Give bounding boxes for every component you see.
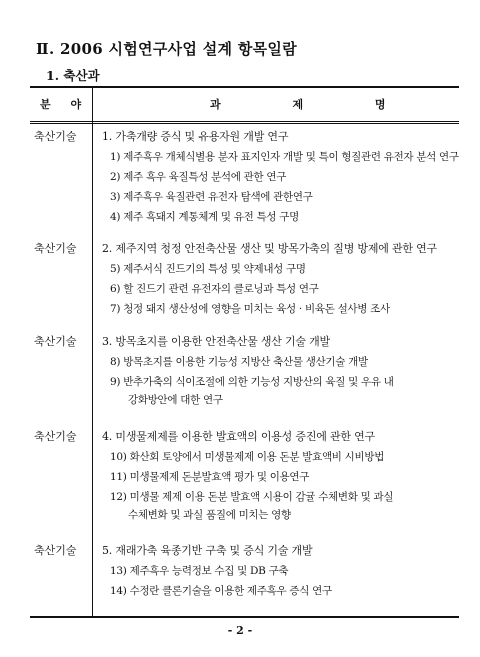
project-table <box>30 86 459 618</box>
group-category: 축산기술 <box>34 242 77 255</box>
list-item: 6) 할 진드기 관련 유전자의 클로닝과 특성 연구 <box>110 283 319 295</box>
list-item-continuation: 강화방안에 대한 연구 <box>128 394 223 406</box>
group-title: 3. 방목초지를 이용한 안전축산물 생산 기술 개발 <box>102 335 330 348</box>
section-subtitle: 1. 축산과 <box>46 68 100 83</box>
list-item: 11) 미생물제제 돈분발효액 평가 및 이용연구 <box>110 471 310 483</box>
group-category: 축산기술 <box>34 335 77 348</box>
group-title: 5. 재래가축 육종기반 구축 및 증식 기술 개발 <box>102 544 313 557</box>
list-item: 4) 제주 흑돼지 계통체계 및 유전 특성 구명 <box>110 211 299 223</box>
list-item: 10) 화산회 토양에서 미생물제제 이용 돈분 발효액비 시비방법 <box>110 451 385 463</box>
list-item: 1) 제주흑우 개체식별용 분자 표지인자 개발 및 특이 형질관련 유전자 분석 연구 <box>110 151 459 163</box>
table-header-rule <box>30 121 459 124</box>
group-category: 축산기술 <box>34 430 77 443</box>
list-item: 2) 제주 흑우 육질특성 분석에 관한 연구 <box>110 171 287 183</box>
table-column-divider <box>92 86 93 618</box>
group-category: 축산기술 <box>34 544 77 557</box>
list-item: 5) 제주서식 진드기의 특성 및 약제내성 구명 <box>110 263 306 275</box>
table-top-rule <box>30 86 459 88</box>
header-title: 과 제 명 <box>210 98 420 111</box>
list-item: 12) 미생물 제제 이용 돈분 발효액 시용이 감귤 수체변화 및 과실 <box>110 491 394 503</box>
list-item: 3) 제주흑우 육질관련 유전자 탐색에 관한연구 <box>110 191 313 203</box>
group-title: 2. 제주지역 청정 안전축산물 생산 및 방목가축의 질병 방제에 관한 연구 <box>102 242 437 255</box>
list-item: 7) 청정 돼지 생산성에 영향을 미치는 육성 · 비육돈 설사병 조사 <box>110 303 390 315</box>
page-title: Ⅱ. 2006 시험연구사업 설계 항목일람 <box>36 40 297 58</box>
table-bottom-rule <box>30 616 459 618</box>
list-item: 8) 방목초지를 이용한 기능성 지방산 축산물 생산기술 개발 <box>110 356 368 368</box>
list-item: 13) 제주흑우 능력정보 수집 및 DB 구축 <box>110 565 289 577</box>
header-category: 분 야 <box>40 98 90 111</box>
group-title: 1. 가축개량 증식 및 유용자원 개발 연구 <box>102 130 289 143</box>
group-category: 축산기술 <box>34 130 77 143</box>
list-item: 14) 수정란 클론기술을 이용한 제주흑우 증식 연구 <box>110 585 332 597</box>
list-item-continuation: 수체변화 및 과실 품질에 미치는 영향 <box>128 509 291 521</box>
list-item: 9) 반추가축의 식이조절에 의한 기능성 지방산의 육질 및 우유 내 <box>110 376 394 388</box>
group-title: 4. 미생물제제를 이용한 발효액의 이용성 증진에 관한 연구 <box>102 430 375 443</box>
page-number: - 2 - <box>227 624 253 637</box>
